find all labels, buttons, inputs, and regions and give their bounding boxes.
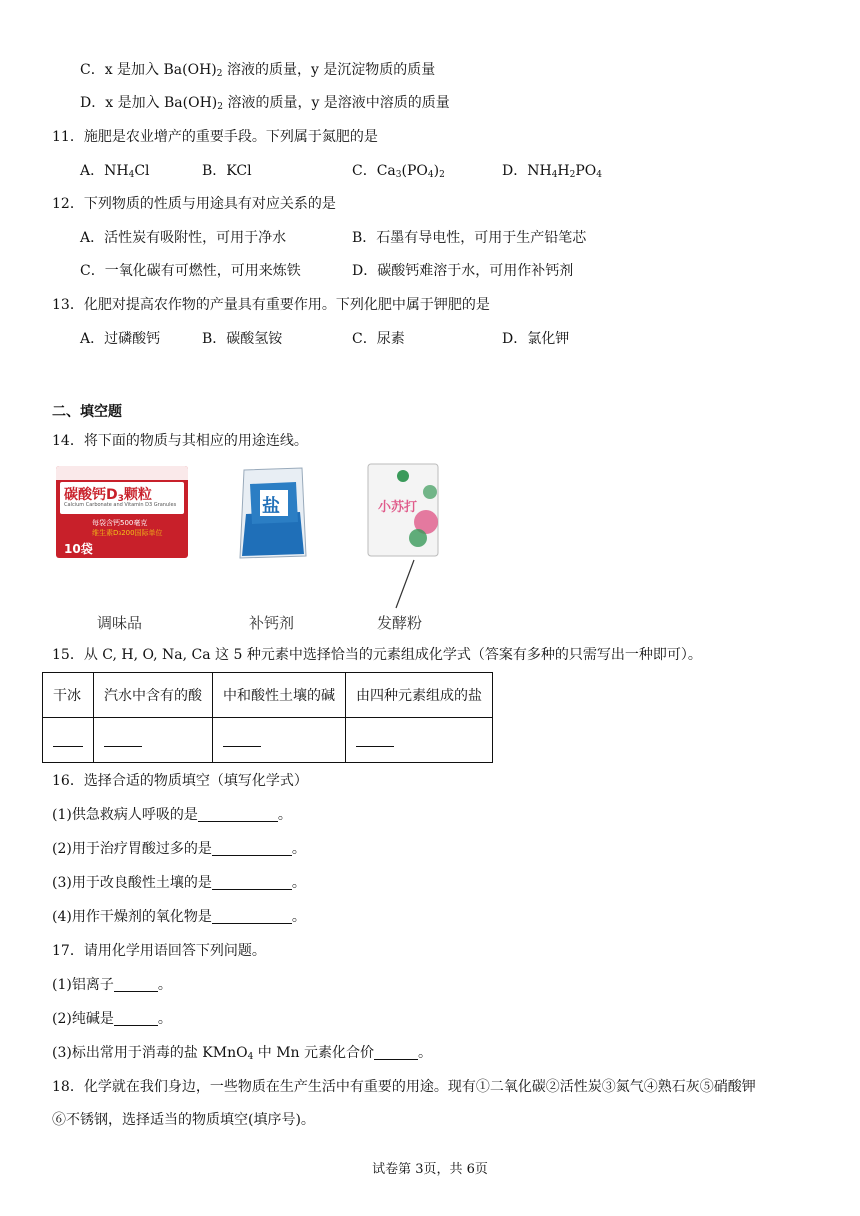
q18-line-1: 18．化学就在我们身边，一些物质在生产生活中有重要的用途。现有①二氧化碳②活性炭③氮气④熟石灰⑤硝酸钾	[52, 1079, 756, 1095]
q10-d-tail: 溶液的质量，y 是溶液中溶质的质量	[223, 95, 450, 111]
q11-a-text: A．NH	[80, 163, 129, 179]
q11-c-sub1: 3	[395, 170, 402, 180]
q17-item-1-text: (1)铝离子	[52, 977, 114, 993]
q17-item-1	[52, 975, 172, 995]
q11-stem: 11．施肥是农业增产的重要手段。下列属于氮肥的是	[52, 129, 378, 145]
answer-blank-3[interactable]	[223, 732, 261, 747]
header-four-element-salt: 由四种元素组成的盐	[346, 673, 493, 718]
q10-d-sub: 2	[217, 102, 223, 112]
box-english-name: Calcium Carbonate and Vitamin D3 Granules	[64, 502, 177, 508]
q16-blank-3[interactable]	[212, 875, 292, 890]
q11-d-sub3: 4	[596, 170, 603, 180]
q11-d-sub1: 4	[551, 170, 558, 180]
answer-cell-2[interactable]	[94, 718, 213, 763]
connector-line	[380, 558, 420, 610]
header-dry-ice: 干冰	[43, 673, 94, 718]
q11-d-mid: H	[557, 163, 570, 179]
caption-calcium-supplement: 补钙剂	[249, 614, 295, 632]
q16-item-3	[52, 873, 306, 893]
q11-option-d	[502, 161, 602, 185]
q17-item-3-text: (3)标出常用于消毒的盐 KMnO	[52, 1045, 248, 1061]
answer-blank-1[interactable]	[53, 732, 83, 747]
q11-c-mid: (PO	[401, 163, 428, 179]
q17-blank-3[interactable]	[374, 1045, 418, 1060]
q16-item-2-end: 。	[291, 841, 306, 857]
q17-item-2-end: 。	[157, 1011, 172, 1027]
q11-c-sub2: 4	[427, 170, 434, 180]
q16-item-2-text: (2)用于治疗胃酸过多的是	[52, 841, 212, 857]
q13-stem: 13．化肥对提高农作物的产量具有重要作用。下列化肥中属于钾肥的是	[52, 297, 490, 313]
table-header-row	[43, 673, 493, 718]
q11-option-c	[352, 161, 445, 185]
answer-blank-2[interactable]	[104, 732, 142, 747]
q11-a-sub: 4	[128, 170, 135, 180]
section-heading-fill-in: 二、填空题	[52, 404, 122, 420]
q14-stem: 14．将下面的物质与其相应的用途连线。	[52, 433, 308, 449]
box-line-1: 每袋含钙500毫克	[92, 519, 148, 527]
q17-item-3	[52, 1043, 432, 1067]
calcium-supplement-box-image	[56, 466, 188, 558]
q16-item-1-end: 。	[277, 807, 292, 823]
table-answer-row	[43, 718, 493, 763]
q11-c-sub3: 2	[439, 170, 445, 180]
q15-stem: 15．从 C, H, O, Na, Ca 这 5 种元素中选择恰当的元素组成化学式（答案有多种的只需写出一种即可）。	[52, 647, 702, 663]
q16-item-3-end: 。	[291, 875, 306, 891]
q17-item-3-tail: 中 Mn 元素化合价	[253, 1045, 375, 1061]
header-soda-acid: 汽水中含有的酸	[94, 673, 213, 718]
q11-c-end: )	[433, 163, 440, 179]
box-top-band	[56, 466, 188, 480]
box-title-tail: 颗粒	[123, 487, 152, 503]
q12-option-b: B．石墨有导电性，可用于生产铅笔芯	[352, 230, 587, 246]
q16-stem: 16．选择合适的物质填空（填写化学式）	[52, 773, 308, 789]
q17-item-1-end: 。	[157, 977, 172, 993]
answer-cell-4[interactable]	[346, 718, 493, 763]
baking-soda-bag-image	[366, 462, 440, 558]
box-line-2: 维生素D₃200国际单位	[92, 529, 163, 537]
q16-item-2	[52, 839, 306, 859]
q16-blank-4[interactable]	[212, 909, 292, 924]
q13-option-b: B．碳酸氢铵	[202, 331, 283, 347]
q17-item-2-text: (2)纯碱是	[52, 1011, 114, 1027]
q10-option-c	[80, 60, 435, 84]
q16-item-4-text: (4)用作干燥剂的氧化物是	[52, 909, 212, 925]
caption-leavening: 发酵粉	[377, 614, 423, 632]
answer-blank-4[interactable]	[356, 732, 394, 747]
box-count: 10袋	[64, 542, 93, 556]
q16-item-1-text: (1)供急救病人呼吸的是	[52, 807, 198, 823]
q15-answer-table	[42, 672, 493, 763]
q12-option-d: D．碳酸钙难溶于水，可用作补钙剂	[352, 263, 574, 279]
q16-item-4	[52, 907, 306, 927]
q10-c-sub: 2	[216, 69, 223, 79]
connector-line-stroke	[396, 560, 414, 608]
box-title-text: 碳酸钙D	[64, 487, 118, 503]
page-footer: 试卷第 3页，共 6页	[372, 1162, 488, 1177]
q11-d-text: D．NH	[502, 163, 552, 179]
q16-item-3-text: (3)用于改良酸性土壤的是	[52, 875, 212, 891]
salt-bag-image	[236, 464, 310, 562]
box-title-panel	[60, 482, 184, 514]
q17-blank-1[interactable]	[114, 977, 158, 992]
q16-item-4-end: 。	[291, 909, 306, 925]
q11-c-text: C．Ca	[352, 163, 396, 179]
q13-option-a: A．过磷酸钙	[80, 331, 161, 347]
header-neutralizing-base: 中和酸性土壤的碱	[213, 673, 346, 718]
q18-line-2: ⑥不锈钢，选择适当的物质填空(填序号)。	[52, 1112, 315, 1128]
q13-option-d: D．氯化钾	[502, 331, 570, 347]
q11-d-end: PO	[575, 163, 597, 179]
q17-item-2	[52, 1009, 172, 1029]
box-title-sub: 3	[117, 494, 124, 504]
q16-blank-2[interactable]	[212, 841, 292, 856]
q16-blank-1[interactable]	[198, 807, 278, 822]
q10-d-text: D．x 是加入 Ba(OH)	[80, 95, 218, 111]
soda-bag-label: 小苏打	[378, 500, 418, 515]
q17-item-3-sub: 4	[247, 1052, 254, 1062]
q11-option-b: B．KCl	[202, 163, 252, 179]
q12-option-c: C．一氧化碳有可燃性，可用来炼铁	[80, 263, 301, 279]
q17-stem: 17．请用化学用语回答下列问题。	[52, 943, 266, 959]
q10-c-text: C．x 是加入 Ba(OH)	[80, 62, 217, 78]
q17-blank-2[interactable]	[114, 1011, 158, 1026]
q17-item-3-end: 。	[418, 1045, 433, 1061]
q10-c-tail: 溶液的质量，y 是沉淀物质的质量	[222, 62, 436, 78]
q16-item-1	[52, 805, 292, 825]
q10-option-d	[80, 93, 450, 117]
q11-d-sub2: 2	[569, 170, 576, 180]
salt-bag-label: 盐	[262, 496, 280, 517]
q11-option-a	[80, 161, 150, 185]
q12-stem: 12．下列物质的性质与用途具有对应关系的是	[52, 196, 336, 212]
q13-option-c: C．尿素	[352, 331, 405, 347]
caption-seasoning: 调味品	[97, 614, 143, 632]
q11-a-tail: Cl	[134, 163, 150, 179]
answer-cell-1[interactable]	[43, 718, 94, 763]
answer-cell-3[interactable]	[213, 718, 346, 763]
q12-option-a: A．活性炭有吸附性，可用于净水	[80, 230, 287, 246]
box-title	[64, 484, 152, 504]
